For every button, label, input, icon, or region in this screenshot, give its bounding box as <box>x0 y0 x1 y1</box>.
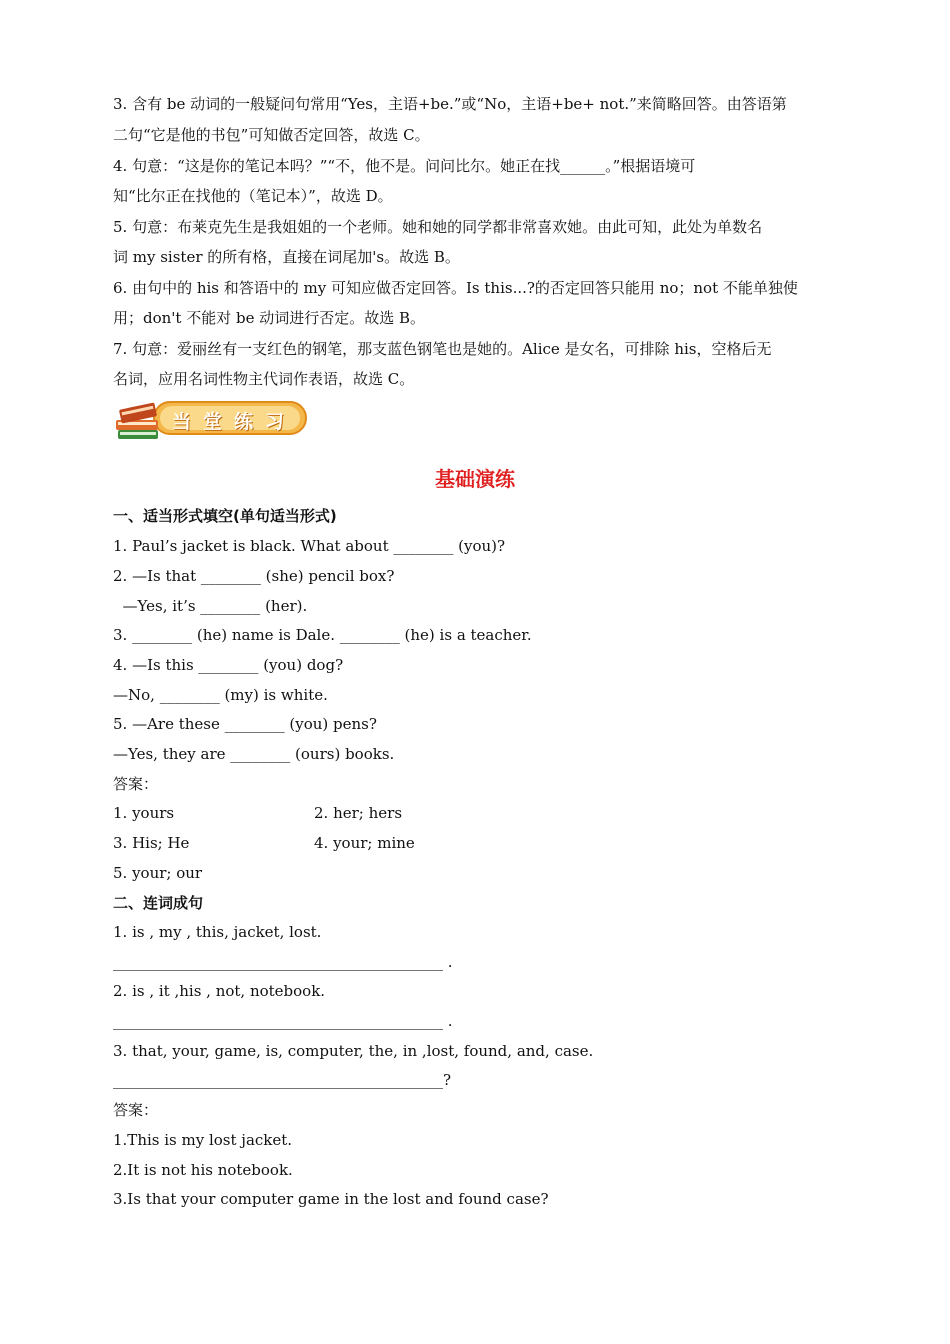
answer-blank: ____________________________________________? <box>113 1071 452 1089</box>
question-line: 4. —Is this ________ (you) dog? <box>113 656 344 674</box>
answer-blank: ____________________________________________ . <box>113 953 453 971</box>
question-line: 5. —Are these ________ (you) pens? <box>113 715 377 733</box>
explanation-line: 知“比尔正在找他的（笔记本）”，故选 D。 <box>113 187 393 205</box>
answer-item: 2.It is not his notebook. <box>113 1161 293 1179</box>
question-line: —No, ________ (my) is white. <box>113 686 328 704</box>
question-line: 1. Paul’s jacket is black. What about ________ (you)? <box>113 537 506 555</box>
practice-banner <box>114 396 310 444</box>
answer-item: 4. your; mine <box>314 834 415 852</box>
question-line: —Yes, they are ________ (ours) books. <box>113 745 395 763</box>
answer-item: 5. your; our <box>113 864 203 882</box>
question-line: 3. that, your, game, is, computer, the, in ,lost, found, and, case. <box>113 1042 594 1060</box>
explanation-line: 词 my sister 的所有格，直接在词尾加's。故选 B。 <box>113 248 460 266</box>
explanation-line: 用；don't 不能对 be 动词进行否定。故选 B。 <box>113 309 426 327</box>
explanation-line: 4. 句意：“这是你的笔记本吗？”“不，他不是。问问比尔。她正在找______。”根据语境可 <box>113 157 696 175</box>
banner-label: 当堂练习 <box>172 411 297 433</box>
explanation-line: 3. 含有 be 动词的一般疑问句常用“Yes，主语+be.”或“No，主语+be+ not.”来简略回答。由答语第 <box>113 95 787 113</box>
question-line: 2. is , it ,his , not, notebook. <box>113 982 326 1000</box>
answer-item: 3. His; He <box>113 834 190 852</box>
explanation-line: 二句“它是他的书包”可知做否定回答，故选 C。 <box>113 126 430 144</box>
part1-heading: 一、适当形式填空(单句适当形式) <box>113 507 337 525</box>
answer-label: 答案： <box>113 1101 159 1119</box>
question-line: 2. —Is that ________ (she) pencil box? <box>113 567 395 585</box>
explanation-line: 名词，应用名词性物主代词作表语，故选 C。 <box>113 370 415 388</box>
answer-item: 1.This is my lost jacket. <box>113 1131 293 1149</box>
part2-heading: 二、连词成句 <box>113 894 204 912</box>
answer-blank: ____________________________________________ . <box>113 1012 453 1030</box>
explanation-line: 6. 由句中的 his 和答语中的 my 可知应做否定回答。Is this...?的否定回答只能用 no；not 不能单独使 <box>113 279 798 297</box>
explanation-line: 7. 句意：爱丽丝有一支红色的钢笔，那支蓝色钢笔也是她的。Alice 是女名，可排除 his，空格后无 <box>113 340 772 358</box>
answer-item: 1. yours <box>113 804 175 822</box>
answer-item: 3.Is that your computer game in the lost and found case? <box>113 1190 549 1208</box>
answer-item: 2. her; hers <box>314 804 403 822</box>
question-line: 3. ________ (he) name is Dale. ________ (he) is a teacher. <box>113 626 532 644</box>
answer-label: 答案： <box>113 775 159 793</box>
explanation-line: 5. 句意：布莱克先生是我姐姐的一个老师。她和她的同学都非常喜欢她。由此可知，此处为单数名 <box>113 218 763 236</box>
question-line: —Yes, it’s ________ (her). <box>113 597 308 615</box>
question-line: 1. is , my , this, jacket, lost. <box>113 923 322 941</box>
section-title: 基础演练 <box>435 467 515 491</box>
